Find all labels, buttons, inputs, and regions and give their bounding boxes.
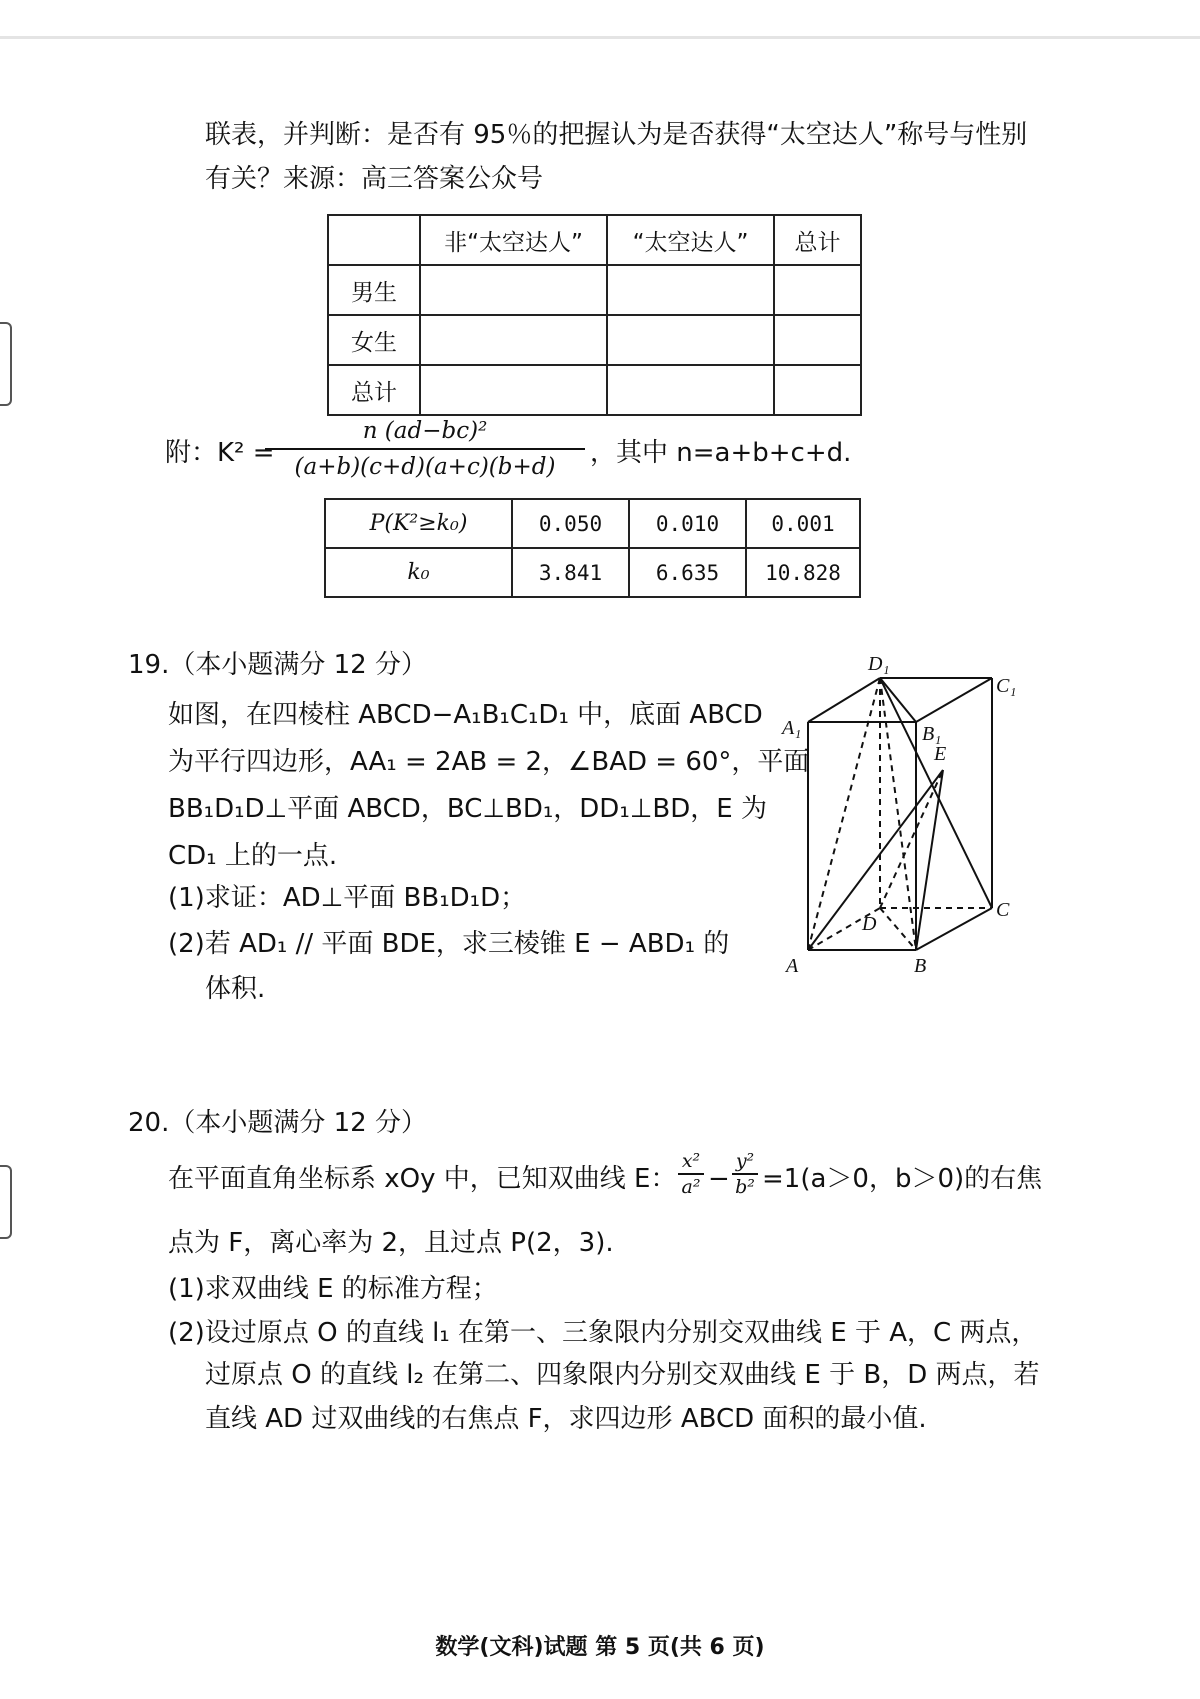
q20-part2: (2)设过原点 O 的直线 l₁ 在第一、三象限内分别交双曲线 E 于 A，C 两点， [168,1318,1038,1348]
q19-line: CD₁ 上的一点. [168,841,338,871]
binder-clip-mark [0,1165,12,1239]
page-footer: 数学(文科)试题 第 5 页(共 6 页) [435,1635,765,1660]
formula-fraction [265,418,585,480]
contingency-table [327,214,862,416]
table-cell [774,265,861,315]
table-cell [420,365,607,415]
vertex-label-D1: D₁ [868,653,890,675]
table-cell [607,265,774,315]
table-cell [328,215,420,265]
q20-line2: 点为 F，离心率为 2，且过点 P(2，3). [168,1228,614,1258]
vertex-label-C1: C₁ [996,675,1017,697]
fraction-y-over-b [732,1150,758,1198]
critical-value-table [324,498,861,598]
row-label: P(K²≥k₀) [325,499,512,548]
q18-text-line1: 联表，并判断：是否有 95％的把握认为是否获得“太空达人”称号与性别 [205,120,1028,150]
table-cell: 0.050 [512,499,629,548]
q20-part2-cont: 直线 AD 过双曲线的右焦点 F，求四边形 ABCD 面积的最小值. [205,1404,927,1434]
vertex-label-C: C [996,899,1010,921]
formula-prefix: 附：K² = [165,438,275,468]
vertex-label-A1: A₁ [782,717,802,739]
vertex-label-A: A [786,955,799,977]
q20-line1-a: 在平面直角坐标系 xOy 中，已知双曲线 E： [168,1164,677,1194]
table-cell [420,315,607,365]
segment-AD1-hidden [808,678,880,950]
formula-denominator: (a+b)(c+d)(a+c)(b+d) [294,454,556,480]
q18-text-line2: 有关？来源：高三答案公众号 [205,164,544,194]
table-cell [774,315,861,365]
edge-B1C1 [916,678,992,722]
table-cell: 10.828 [746,548,860,597]
q19-part2: (2)若 AD₁ // 平面 BDE，求三棱锥 E − ABD₁ 的 [168,929,730,959]
table-cell [607,315,774,365]
row-label: k₀ [325,548,512,597]
table-header: 非“太空达人” [420,215,607,265]
row-label: 女生 [328,315,420,365]
minus-sign: − [708,1164,730,1194]
table-row [325,548,860,597]
frac-num: x² [681,1150,701,1172]
formula-numerator: n (ad−bc)² [362,418,488,444]
table-cell: 3.841 [512,548,629,597]
vertex-label-B1: B₁ [922,723,942,745]
point-label-E: E [934,743,947,765]
table-cell [607,365,774,415]
segment-BE [916,770,943,950]
q19-line: BB₁D₁D⊥平面 ABCD，BC⊥BD₁，DD₁⊥BD，E 为 [168,794,767,824]
table-cell [774,365,861,415]
q19-line: 为平行四边形，AA₁ = 2AB = 2，∠BAD = 60°，平面 [168,747,810,777]
q20-header: 20.（本小题满分 12 分） [128,1108,427,1138]
table-cell: 0.001 [746,499,860,548]
vertex-label-B: B [914,955,927,977]
q19-part2-cont: 体积. [205,974,266,1004]
fraction-x-over-a [678,1150,704,1198]
table-cell [420,265,607,315]
q20-part1: (1)求双曲线 E 的标准方程； [168,1274,498,1304]
q19-header: 19.（本小题满分 12 分） [128,650,427,680]
row-label: 总计 [328,365,420,415]
table-header: 总计 [774,215,861,265]
table-row [328,315,861,365]
table-row [328,365,861,415]
table-cell: 0.010 [629,499,746,548]
q20-line1-b: =1(a＞0，b＞0)的右焦 [762,1164,1043,1194]
table-cell: 6.635 [629,548,746,597]
edge-BC [916,908,992,950]
table-row [328,265,861,315]
vertex-label-D: D [862,913,877,935]
q19-part1: (1)求证：AD⊥平面 BB₁D₁D； [168,883,527,913]
frac-num: y² [735,1150,755,1172]
row-label: 男生 [328,265,420,315]
prism-figure [780,650,1040,990]
q19-line: 如图，在四棱柱 ABCD−A₁B₁C₁D₁ 中，底面 ABCD [168,700,763,730]
edge-DB-hidden [880,908,916,950]
table-row [325,499,860,548]
frac-den: a² [681,1176,701,1198]
frac-den: b² [735,1176,755,1198]
table-header: “太空达人” [607,215,774,265]
table-header-row [328,215,861,265]
q20-part2-cont: 过原点 O 的直线 l₂ 在第二、四象限内分别交双曲线 E 于 B，D 两点，若 [205,1360,1040,1390]
scan-edge [0,36,1200,39]
binder-clip-mark [0,322,12,406]
formula-suffix: ，其中 n=a+b+c+d. [590,438,852,468]
